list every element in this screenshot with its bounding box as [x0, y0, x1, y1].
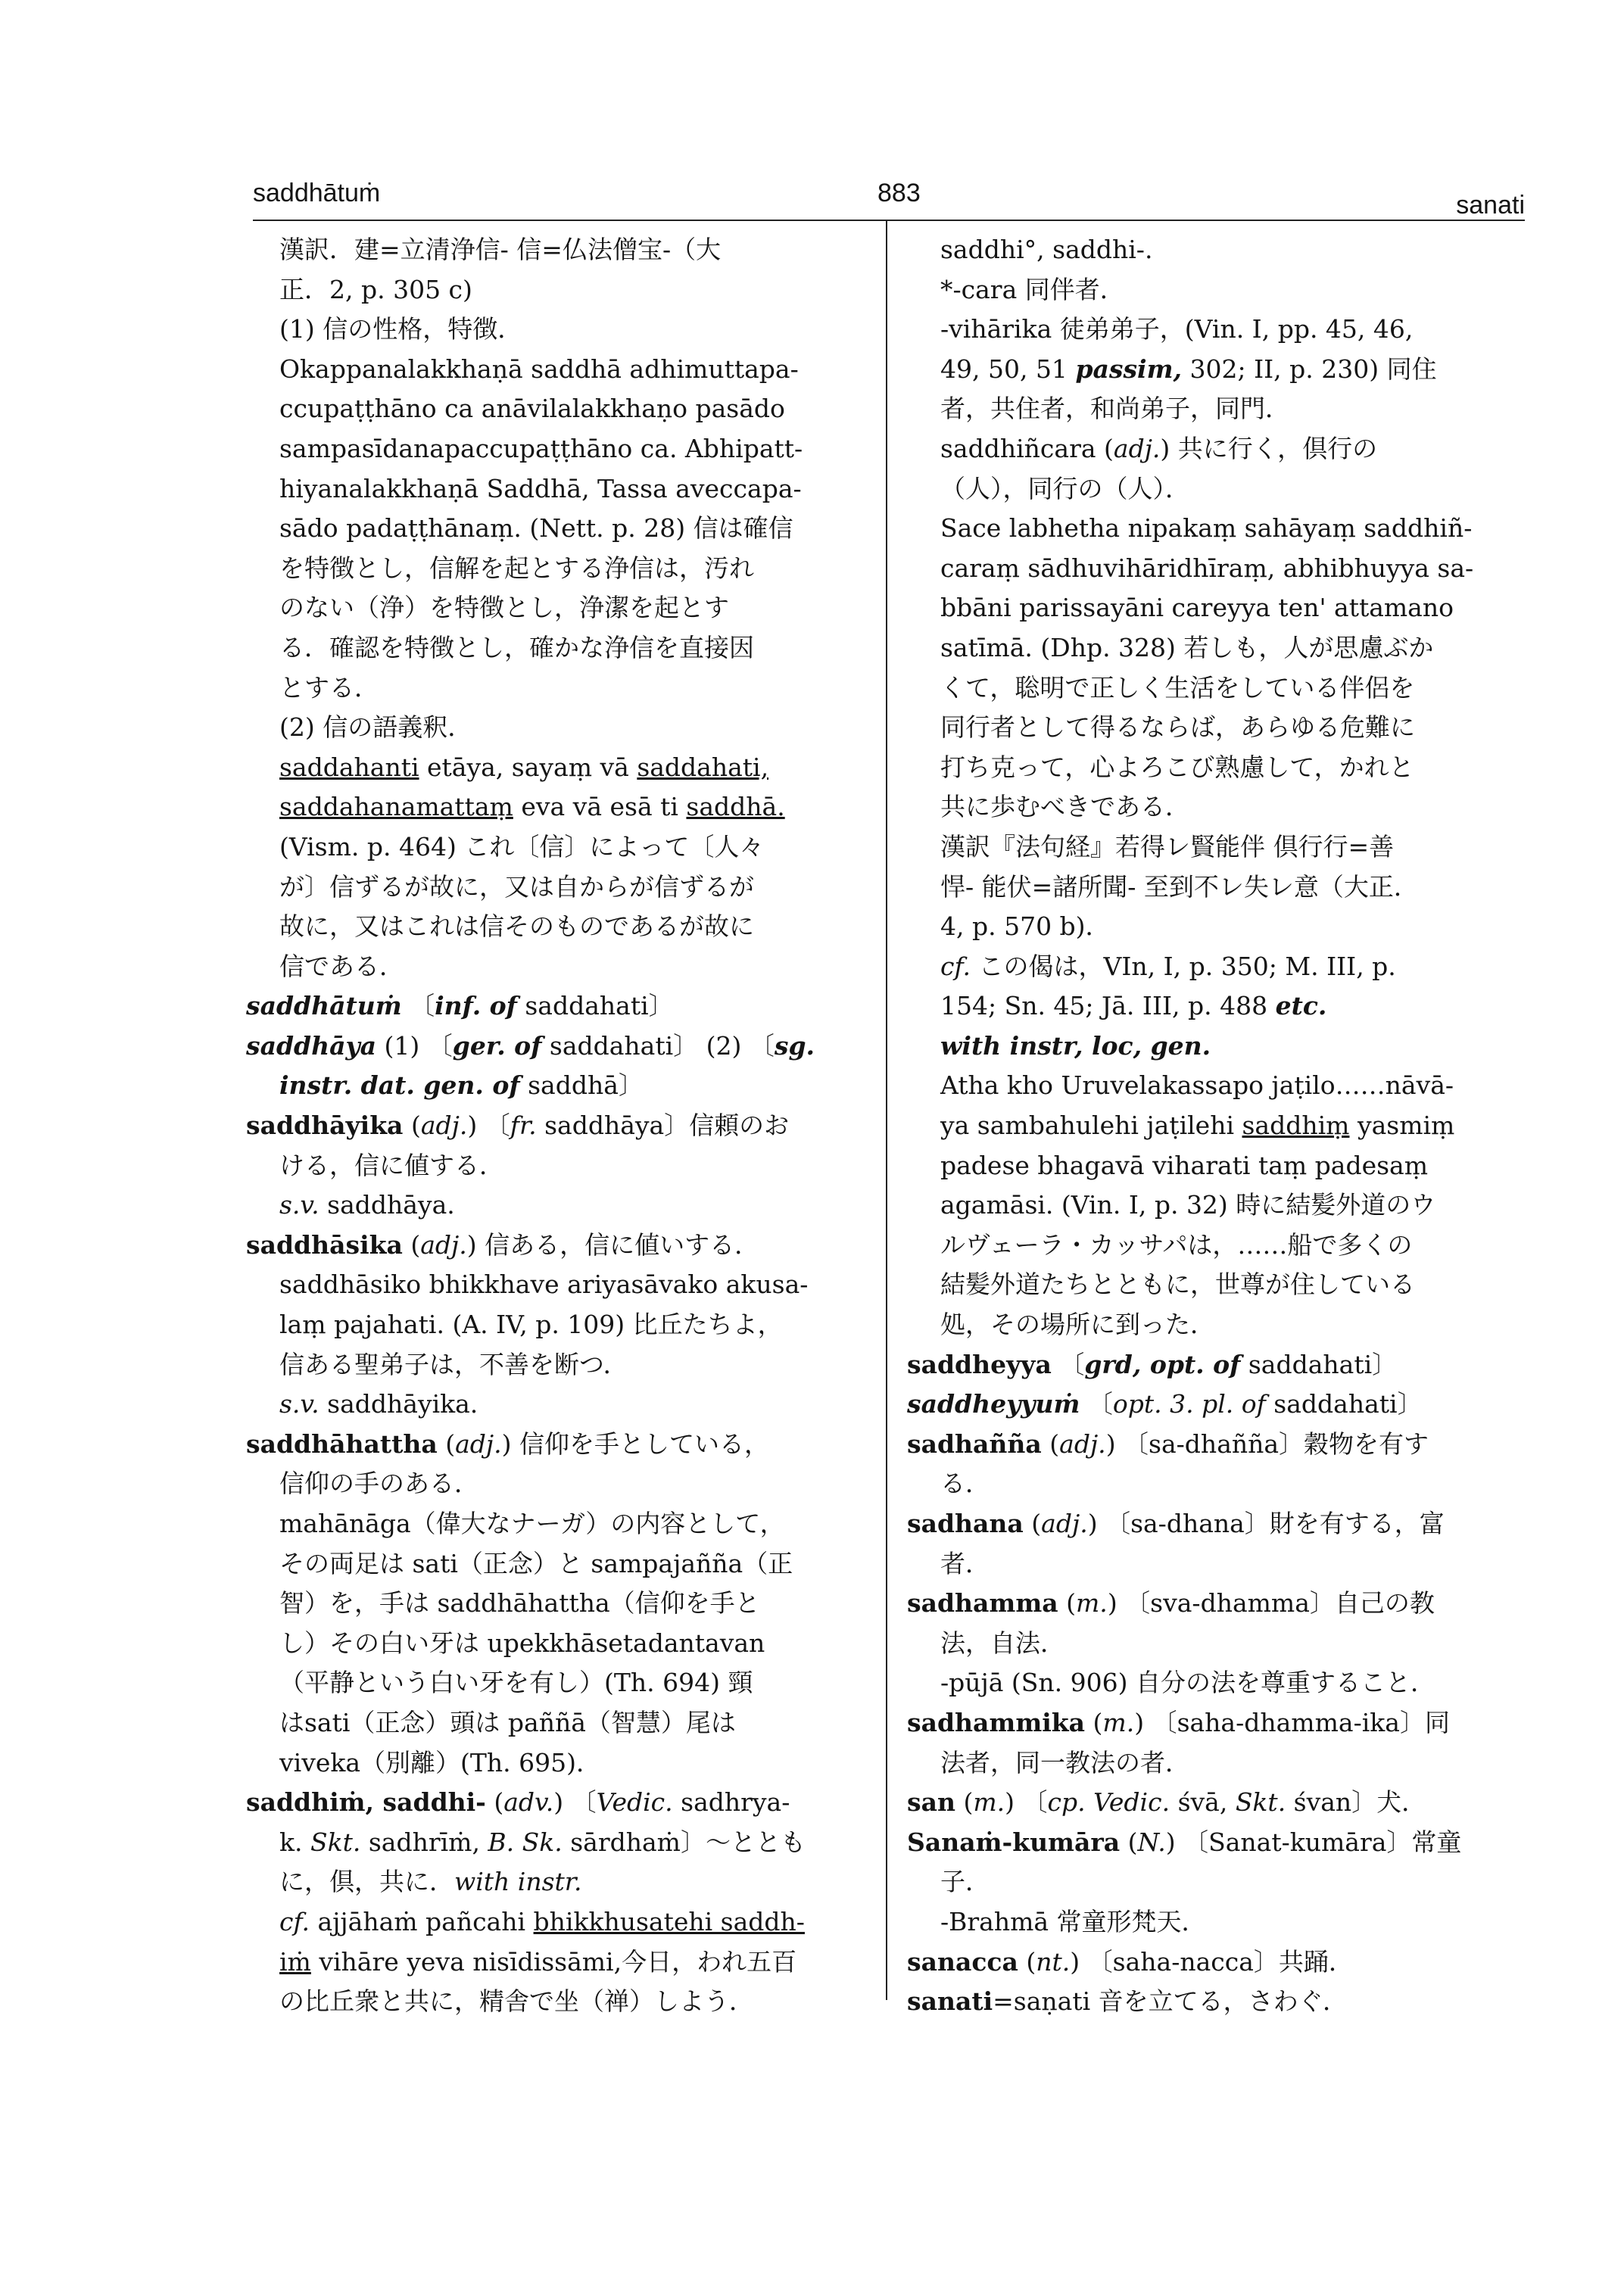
text-segment: saddahati〕 — [1240, 1349, 1398, 1379]
text-segment: -Brahmā 常童形梵天． — [940, 1906, 1207, 1936]
text-segment: 漢訳．建=立清浄信- 信=仏法僧宝-（大 — [279, 235, 722, 264]
text-segment: sādo padaṭṭhānaṃ. (Nett. p. 28) 信は確信 — [279, 513, 793, 544]
text-line — [907, 1823, 1528, 1863]
text-line — [246, 1902, 874, 1943]
text-line — [907, 310, 1528, 350]
text-segment: ) 〔 — [1005, 1787, 1048, 1818]
text-line — [907, 986, 1528, 1027]
text-segment: sg. — [774, 1030, 815, 1061]
text-segment: 4, p. 570 b)． — [940, 911, 1111, 942]
text-segment: Atha kho Uruvelakassapo jaṭilo……nāvā- — [940, 1070, 1454, 1101]
text-line — [907, 1385, 1528, 1425]
text-segment: 結髪外道たちとともに，世尊が住している — [940, 1270, 1415, 1300]
text-line — [246, 1624, 874, 1664]
text-segment: Sanaṁ-kumāra — [907, 1827, 1121, 1857]
right-column — [907, 230, 1528, 2022]
text-line — [246, 748, 874, 788]
text-line — [907, 429, 1528, 469]
text-segment: （人），同行の（人）． — [940, 473, 1190, 503]
text-line — [246, 1544, 874, 1584]
text-line — [907, 787, 1528, 827]
text-line — [907, 389, 1528, 429]
text-segment: (Vism. p. 464) これ〔信〕によって〔人々 — [279, 831, 765, 861]
text-segment: ( — [403, 1111, 421, 1141]
text-segment: 信ある聖弟子は，不善を断つ． — [279, 1349, 628, 1379]
text-segment: の比丘衆と共に，精舎で坐（禅）しよう． — [279, 1986, 754, 2017]
text-line — [246, 868, 874, 908]
text-segment: laṃ pajahati. (A. IV, p. 109) 比丘たちよ， — [279, 1310, 783, 1340]
text-segment: inf. of — [435, 991, 517, 1021]
text-segment: Okappanalakkhaṇā saddhā adhimuttapa- — [279, 354, 799, 384]
text-segment: saddahanti — [279, 752, 419, 782]
text-segment: に，倶，共に． — [279, 1867, 454, 1897]
text-line — [246, 1823, 874, 1863]
text-line — [907, 827, 1528, 868]
text-line — [246, 1106, 874, 1146]
text-segment: ccupaṭṭhāno ca anāvilalakkhaṇo pasādo — [279, 394, 785, 424]
text-line — [907, 1943, 1528, 1983]
text-line — [246, 509, 874, 549]
text-line — [246, 230, 874, 270]
text-line — [907, 1464, 1528, 1504]
text-line — [907, 1226, 1528, 1266]
text-line — [246, 350, 874, 390]
text-line — [907, 1783, 1528, 1823]
text-line — [246, 1385, 874, 1425]
text-segment: 子． — [940, 1867, 990, 1897]
text-segment: Skt. — [1235, 1787, 1286, 1818]
text-line — [246, 549, 874, 589]
text-segment: saddhāya — [246, 1030, 377, 1061]
text-segment: (1) 信の性格，特徴． — [279, 314, 523, 344]
text-segment: 故に，又はこれは信そのものであるが故に — [279, 911, 754, 942]
text-line — [907, 509, 1528, 549]
text-line — [907, 1027, 1528, 1067]
text-segment: ) 〔sa-dhana〕財を有する，富 — [1087, 1509, 1445, 1538]
text-segment: ( — [1023, 1509, 1042, 1538]
text-segment: san — [907, 1787, 955, 1818]
text-segment: 〔 — [401, 991, 435, 1021]
text-segment: yasmiṃ — [1349, 1111, 1455, 1141]
text-line — [246, 1703, 874, 1743]
text-line — [246, 1982, 874, 2022]
text-segment: ( — [1058, 1588, 1077, 1618]
text-line — [907, 1743, 1528, 1784]
text-line — [907, 1106, 1528, 1146]
text-line — [246, 588, 874, 628]
text-segment: sadhañña — [907, 1428, 1042, 1459]
text-line — [907, 1066, 1528, 1106]
text-segment: adj. — [1113, 433, 1161, 463]
text-segment: はsati（正念）頭は paññā（智慧）尾は — [279, 1707, 736, 1737]
text-segment: 302; II, p. 230) 同住 — [1182, 354, 1437, 384]
text-segment: adj. — [1059, 1428, 1106, 1459]
text-segment: saddhiṁ, saddhi- — [246, 1787, 486, 1818]
text-segment: ) 〔saha-nacca〕共踊． — [1070, 1946, 1354, 1977]
text-line — [907, 1265, 1528, 1305]
text-segment: saddahati, — [637, 752, 769, 782]
text-segment: fr. — [510, 1111, 537, 1141]
text-segment: saddahanamattaṃ — [279, 792, 513, 822]
text-line — [246, 1305, 874, 1345]
text-line — [907, 907, 1528, 947]
text-line — [246, 947, 874, 987]
text-line — [246, 1862, 874, 1902]
text-line — [246, 1146, 874, 1186]
text-line — [246, 787, 874, 827]
text-segment: k. — [279, 1827, 310, 1857]
text-segment: passim, — [1075, 354, 1182, 384]
text-segment: sadhamma — [907, 1588, 1058, 1618]
text-line — [907, 1425, 1528, 1465]
text-line — [246, 708, 874, 748]
text-line — [246, 1425, 874, 1465]
text-segment: ger. of — [452, 1030, 542, 1061]
text-line — [907, 469, 1528, 509]
text-segment: ( — [437, 1428, 456, 1459]
header-rule — [253, 220, 1525, 221]
text-segment: saddhāsiko bhikkhave ariyasāvako akusa- — [279, 1270, 809, 1300]
text-segment: nt. — [1036, 1946, 1071, 1977]
text-segment: bhikkhusatehi saddh- — [533, 1906, 805, 1936]
text-segment: 者，共住者，和尚弟子，同門． — [940, 394, 1290, 424]
text-segment: ) 〔sa-dhañña〕穀物を有す — [1105, 1428, 1429, 1459]
text-segment: vihāre yeva nisīdissāmi,今日，われ五百 — [310, 1946, 797, 1977]
text-segment: sārdhaṁ〕〜ととも — [562, 1827, 806, 1857]
text-segment: (2) 信の語義釈． — [279, 712, 473, 743]
text-line — [246, 1345, 874, 1385]
text-segment: sadhammika — [907, 1707, 1086, 1737]
text-segment: cf. — [279, 1906, 310, 1936]
text-segment: saddhā〕 — [519, 1070, 644, 1101]
text-segment: ajjāhaṁ pañcahi — [310, 1906, 534, 1936]
text-segment: saddhātuṁ — [246, 991, 402, 1021]
text-segment: （平静という白い牙を有し）(Th. 694) 頸 — [279, 1668, 753, 1698]
text-line — [907, 1146, 1528, 1186]
text-line — [246, 1265, 874, 1305]
text-segment: sanati — [907, 1986, 993, 2017]
text-segment: sadhrya- — [672, 1787, 790, 1818]
text-segment: with instr, loc, gen. — [940, 1030, 1211, 1061]
text-segment: śvan〕犬． — [1286, 1787, 1427, 1818]
text-line — [246, 1584, 874, 1624]
text-line — [246, 1663, 874, 1703]
text-segment: ) 〔sva-dhamma〕自己の教 — [1107, 1588, 1435, 1618]
text-segment: る．確認を特徴とし，確かな浄信を直接因 — [279, 632, 754, 662]
text-segment: Sace labhetha nipakaṃ sahāyaṃ saddhiñ- — [940, 513, 1473, 544]
text-segment: その両足は sati（正念）と sampajañña（正 — [279, 1548, 793, 1578]
text-segment: 法者，同一教法の者． — [940, 1747, 1190, 1777]
text-segment: adj. — [420, 1229, 467, 1260]
text-segment: ( — [485, 1787, 504, 1818]
text-line — [246, 270, 874, 310]
text-segment: saddhāhattha — [246, 1428, 438, 1459]
text-segment: saddahati〕 — [516, 991, 674, 1021]
text-segment: adj. — [1041, 1509, 1088, 1538]
text-segment: 漢訳『法句経』若得レ賢能伴 倶行行=善 — [940, 831, 1395, 861]
text-segment: sadhana — [907, 1509, 1024, 1538]
text-segment: B. Sk. — [488, 1827, 563, 1857]
text-line — [907, 350, 1528, 390]
text-line — [907, 1982, 1528, 2022]
page-number: 883 — [877, 179, 921, 207]
text-segment: saddhāsika — [246, 1229, 403, 1260]
text-segment: が〕信ずるが故に，又は自からが信ずるが — [279, 871, 754, 902]
text-segment: ( — [1018, 1946, 1036, 1977]
text-line — [907, 549, 1528, 589]
text-line — [246, 1743, 874, 1784]
text-segment: ) 〔 — [467, 1111, 510, 1141]
text-segment: のない（浄）を特徴とし，浄潔を起とす — [279, 593, 729, 623]
text-segment: padese bhagavā viharati taṃ padesaṃ — [940, 1150, 1429, 1180]
text-line — [246, 1185, 874, 1226]
text-line — [907, 868, 1528, 908]
text-segment: し）その白い牙は upekkhāsetadantavan — [279, 1628, 765, 1658]
text-segment: s.v. — [279, 1389, 320, 1419]
text-segment: m. — [1076, 1588, 1108, 1618]
text-line — [246, 1027, 874, 1067]
text-segment: sanacca — [907, 1946, 1018, 1977]
text-segment: saddhi°, saddhi-. — [940, 235, 1153, 264]
text-line — [246, 668, 874, 709]
text-segment: ( — [1041, 1428, 1060, 1459]
text-segment: Skt. — [310, 1827, 361, 1857]
text-segment: saddahati〕 — [1265, 1389, 1423, 1419]
text-segment: adv. — [503, 1787, 554, 1818]
text-segment: s.v. — [279, 1190, 320, 1220]
text-segment: ) 〔saha-dhamma-ika〕同 — [1134, 1707, 1450, 1737]
text-segment: saddhiñcara ( — [940, 433, 1114, 463]
text-segment: adj. — [455, 1428, 502, 1459]
text-segment: saddheyya — [907, 1349, 1052, 1379]
text-line — [246, 1226, 874, 1266]
text-line — [907, 1305, 1528, 1345]
text-line — [246, 1066, 874, 1106]
text-segment: mahānāga（偉大なナーガ）の内容として， — [279, 1509, 785, 1538]
text-line — [907, 1902, 1528, 1943]
text-segment: 49, 50, 51 — [940, 354, 1076, 384]
text-segment: instr. dat. gen. of — [279, 1070, 520, 1101]
text-segment: ( — [1120, 1827, 1138, 1857]
text-segment: (1) 〔 — [376, 1030, 453, 1061]
text-segment: 信仰の手のある． — [279, 1469, 479, 1499]
running-head-left: saddhātuṁ — [253, 179, 381, 207]
text-segment: hiyanalakkhaṇā Saddhā, Tassa aveccapa- — [279, 473, 802, 503]
page-header — [253, 179, 1525, 224]
text-segment: ( — [402, 1229, 421, 1260]
text-segment: 同行者として得るならば，あらゆる危難に — [940, 712, 1415, 743]
running-head-right: sanati — [1456, 191, 1525, 220]
text-segment: 信である． — [279, 951, 404, 981]
text-segment: ) 信ある，信に値いする． — [466, 1229, 760, 1260]
text-line — [246, 1783, 874, 1823]
text-segment: 悍- 能伏=諸所聞- 至到不レ失レ意（大正． — [940, 871, 1419, 902]
text-segment: cf. — [940, 951, 971, 981]
text-segment: 智）を，手は saddhāhattha（信仰を手と — [279, 1588, 760, 1618]
text-segment: saddhā. — [686, 792, 785, 822]
text-line — [907, 588, 1528, 628]
text-segment: etāya, sayaṃ vā — [419, 752, 637, 782]
text-segment: 〔 — [1051, 1349, 1085, 1379]
left-column — [246, 230, 874, 2022]
text-segment: ya sambahulehi jaṭilehi — [940, 1111, 1242, 1141]
text-line — [907, 628, 1528, 668]
text-segment: 154; Sn. 45; Jā. III, p. 488 — [940, 991, 1276, 1021]
text-segment: 処，その場所に到った． — [940, 1310, 1215, 1340]
text-line — [246, 1943, 874, 1983]
text-segment: sampasīdanapaccupaṭṭhāno ca. Abhipatt- — [279, 433, 803, 463]
text-segment: *-cara 同伴者． — [940, 274, 1125, 304]
text-line — [907, 1624, 1528, 1664]
text-segment: -vihārika 徒弟弟子，(Vin. I, pp. 45, 46, — [940, 314, 1414, 344]
text-segment: etc. — [1275, 991, 1327, 1021]
text-segment: 〔 — [1080, 1389, 1113, 1419]
text-segment: この偈は，VIn, I, p. 350; M. III, p. — [971, 951, 1396, 981]
text-segment: eva vā esā ti — [513, 792, 687, 822]
text-line — [246, 827, 874, 868]
text-segment: saddahati〕 (2) 〔 — [541, 1030, 775, 1061]
text-segment: とする． — [279, 672, 379, 703]
text-segment: opt. 3. pl. of — [1112, 1389, 1266, 1419]
text-line — [246, 1504, 874, 1544]
text-segment: viveka（別離）(Th. 695)． — [279, 1747, 602, 1777]
text-line — [246, 429, 874, 469]
text-segment: saddhāyika. — [319, 1389, 478, 1419]
text-segment: 共に歩むべきである． — [940, 792, 1190, 822]
text-line — [907, 1504, 1528, 1544]
text-line — [907, 708, 1528, 748]
text-line — [907, 1584, 1528, 1624]
text-line — [907, 668, 1528, 709]
text-segment: 者． — [940, 1548, 990, 1578]
text-segment: くて，聡明で正しく生活をしている伴侶を — [940, 672, 1415, 703]
text-segment: with instr. — [454, 1867, 582, 1897]
text-line — [907, 1345, 1528, 1385]
text-segment: saddhāya〕信頼のお — [536, 1111, 790, 1141]
text-segment: iṁ — [279, 1946, 311, 1977]
text-segment: 法，自法． — [940, 1628, 1065, 1658]
text-line — [907, 1862, 1528, 1902]
text-line — [907, 230, 1528, 270]
text-segment: N. — [1137, 1827, 1166, 1857]
text-line — [907, 1663, 1528, 1703]
text-segment: m. — [1102, 1707, 1135, 1737]
text-segment: Vedic. — [596, 1787, 673, 1818]
text-line — [907, 1544, 1528, 1584]
text-segment: cp. Vedic. — [1047, 1787, 1170, 1818]
text-line — [246, 1464, 874, 1504]
text-segment: ) 〔Sanat-kumāra〕常童 — [1165, 1827, 1462, 1857]
text-segment: ) 〔 — [553, 1787, 597, 1818]
text-segment: -pūjā (Sn. 906) 自分の法を尊重すること． — [940, 1668, 1435, 1698]
text-segment: m. — [973, 1787, 1005, 1818]
text-segment: saddhiṃ — [1242, 1111, 1350, 1141]
text-line — [246, 389, 874, 429]
text-segment: grd, opt. of — [1084, 1349, 1241, 1379]
text-segment: ( — [955, 1787, 974, 1818]
text-line — [907, 1185, 1528, 1226]
text-segment: agamāsi. (Vin. I, p. 32) 時に結髪外道のウ — [940, 1190, 1436, 1220]
text-segment: satīmā. (Dhp. 328) 若しも，人が思慮ぶか — [940, 632, 1434, 662]
text-segment: ) 信仰を手としている， — [501, 1428, 770, 1459]
text-segment: 打ち克って，心よろこび熟慮して，かれと — [940, 752, 1414, 782]
text-line — [246, 907, 874, 947]
text-line — [907, 1703, 1528, 1743]
text-segment: bbāni parissayāni careyya ten' attamano — [940, 593, 1454, 623]
column-divider — [886, 221, 887, 2000]
text-line — [907, 947, 1528, 987]
text-segment: ) 共に行く，倶行の — [1160, 433, 1378, 463]
text-line — [907, 748, 1528, 788]
text-line — [246, 469, 874, 509]
text-segment: ルヴェーラ・カッサパは，……船で多くの — [940, 1229, 1413, 1260]
text-segment: る． — [940, 1469, 990, 1499]
text-line — [246, 310, 874, 350]
text-segment: 正．2, p. 305 c) — [279, 274, 472, 304]
text-segment: saddhāya. — [319, 1190, 455, 1220]
text-segment: sadhrīṁ, — [360, 1827, 488, 1857]
text-segment: adj. — [420, 1111, 468, 1141]
text-segment: ( — [1085, 1707, 1103, 1737]
text-segment: saddheyyuṁ — [907, 1389, 1080, 1419]
text-segment: caraṃ sādhuvihāridhīraṃ, abhibhuyya sa- — [940, 553, 1474, 583]
text-segment: =saṇati 音を立てる，さわぐ． — [993, 1986, 1348, 2017]
text-segment: saddhāyika — [246, 1111, 404, 1141]
text-segment: śvā, — [1170, 1787, 1236, 1818]
text-segment: を特徴とし，信解を起とする浄信は，汚れ — [279, 553, 754, 583]
text-line — [246, 628, 874, 668]
text-line — [907, 270, 1528, 310]
text-line — [246, 986, 874, 1027]
text-segment: ける，信に値する． — [279, 1150, 504, 1180]
